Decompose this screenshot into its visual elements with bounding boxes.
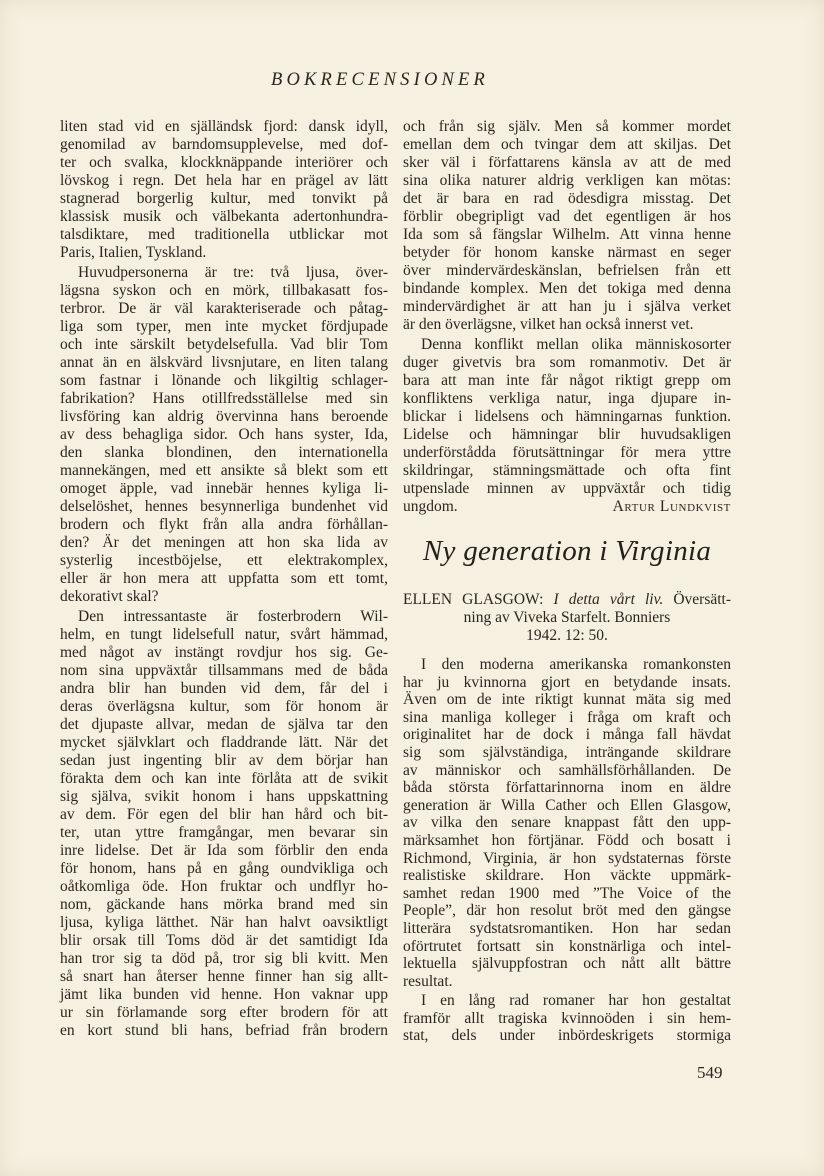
text-line: I en lång rad romaner har hon gestaltat	[421, 992, 731, 1010]
text-line: livsföring kan aldrig övervinna hans beroende	[60, 408, 388, 425]
text-line: över mindervärdeskänslan, befrielsen från ett	[403, 262, 731, 279]
text-line: emellan dem och tvingar dem att skiljas. Det	[403, 136, 731, 153]
text-line: förblir obegripligt vad det egentligen är hos	[403, 208, 731, 225]
text-line: samhet redan 1900 med ”The Voice of the	[403, 884, 731, 902]
byline-book-title: I detta vårt liv.	[553, 591, 664, 608]
text-line: lektuella självuppfostran och nått allt bättre	[403, 955, 731, 973]
text-line: av människor och samhällsförhållanden. De	[403, 761, 731, 779]
paragraph	[60, 608, 388, 1040]
text-line: och från sig själv. Men så kommer mordet	[403, 118, 731, 135]
text-line: det är bara en rad ödesdigra misstag. Det	[403, 190, 731, 207]
byline-line-1	[403, 591, 731, 609]
text-line: av dess behagliga sidor. Och hans syster, Ida,	[60, 426, 388, 443]
text-line: betyder för honom kanske närmast en seger	[403, 244, 731, 261]
text-line: stat, dels under inbördeskrigets stormiga	[403, 1027, 731, 1045]
text-line: är den överlägsne, vilket han också innerst vet.	[403, 316, 694, 333]
text-line: dekorativt skal?	[60, 588, 159, 605]
text-line: genomilad av barndomsupplevelse, med dof-	[60, 136, 388, 153]
text-line: Denna konflikt mellan olika människosorter	[421, 336, 731, 353]
text-line: av dem. För egen del blir han hård och bit-	[60, 806, 388, 823]
text-line: Lidelse och hämningar blir huvudsakligen	[403, 426, 731, 443]
book-byline	[403, 591, 731, 645]
text-line: People”, där hon resolut bröt med den gängse	[403, 902, 731, 920]
text-line: den slanka blondinen, den internationella	[60, 444, 388, 461]
text-line: sina manliga kolleger i fråga om kraft och	[403, 708, 731, 726]
text-line: Den intressantaste är fosterbrodern Wil-	[78, 608, 388, 625]
text-line: helm, en tungt lidelsefull natur, svårt hämmad,	[60, 626, 388, 643]
second-review-body	[403, 656, 731, 1047]
text-line: sker väl i författarens känsla av att de med	[403, 154, 731, 171]
text-line: realistiske skildrare. Hon väckte uppmärk-	[403, 867, 731, 885]
text-line: bara att man inte får något riktigt grepp om	[403, 372, 731, 389]
text-line: av vilka den senare knappast fått den upp-	[403, 814, 731, 832]
paragraph	[403, 656, 731, 990]
text-line: talsdiktare, med traditionella utblickar mot	[60, 226, 388, 243]
text-line: Ida som så fängslar Wilhelm. Att vinna henne	[403, 226, 731, 243]
paragraph	[403, 336, 731, 516]
text-line: I den moderna amerikanska romankonsten	[421, 656, 731, 673]
byline-line-2: ning av Viveka Starfelt. Bonniers	[463, 609, 671, 626]
review-heading: Ny generation i Virginia	[422, 535, 712, 567]
text-line: blir orsak till Toms död är det samtidigt Ida	[60, 932, 388, 949]
text-line: litterära sydstatsromantiken. Hon har sedan	[403, 919, 731, 937]
text-line: som fastnar i lönande och likgiltig schlager-	[60, 372, 388, 389]
text-line: omoget äpple, vad innebär hennes kyliga li-	[60, 480, 388, 497]
text-line: inre lidelse. Det är Ida som förblir den enda	[60, 842, 388, 859]
text-line: Även om de inte riktigt kunnat mäta sig med	[403, 691, 731, 709]
text-line: ur sin förlamande sorg efter brodern för att	[60, 1004, 388, 1021]
text-line: båda största författarinnorna inom en äldre	[403, 779, 731, 797]
right-column	[403, 118, 731, 518]
text-line: eller är hon mera att uppfatta som ett tomt,	[60, 570, 388, 587]
text-line: Richmond, Virginia, är hon sydstaternas förste	[403, 849, 731, 867]
paragraph	[60, 118, 388, 262]
text-line: mannekängen, med ett ansikte så blekt som ett	[60, 462, 388, 479]
text-line: oförtrutet fortsatt sin konstnärliga och intel-	[403, 937, 731, 955]
text-line: nom sina uppväxtår tillsammans med de båda	[60, 662, 388, 679]
text-line: andra blir han bunden vid dem, får del i	[60, 680, 388, 697]
text-line: resultat.	[403, 972, 453, 990]
text-line: framför allt tragiska kvinnoöden i sin hem-	[403, 1009, 731, 1027]
text-line: Huvudpersonerna är tre: två ljusa, över-	[78, 264, 388, 281]
text-line: klassisk musik och välbekanta adertonhundra-	[60, 208, 388, 225]
text-line: delselöshet, hennes besynnerliga bundenhet vid	[60, 498, 388, 515]
left-column	[60, 118, 388, 1042]
byline-author: ELLEN GLASGOW:	[403, 591, 544, 608]
text-line: annat än en älskvärd livsnjutare, en liten talang	[60, 354, 388, 371]
text-line: underförstådda förutsättningar för mera yttre	[403, 444, 731, 461]
byline-translation: Översätt-	[673, 591, 732, 608]
page-number: 549	[697, 1063, 723, 1082]
paragraph	[403, 992, 731, 1045]
text-line: har ju kvinnorna gjort en betydande insats.	[403, 673, 731, 691]
text-line: fabrikation? Hans otillfredsställelse med sin	[60, 390, 388, 407]
paragraph	[403, 118, 731, 334]
text-line: systerlig incestböjelse, ett elektrakomplex,	[60, 552, 388, 569]
signature-line	[403, 498, 731, 516]
text-line: skildringar, stämningsmättade och ofta fint	[403, 462, 731, 479]
text-line: förakta dem och kan inte förlåta att de svikit	[60, 770, 388, 787]
text-line: så snart han återser henne finner han sig allt-	[60, 968, 388, 985]
text-line: och inte särskilt betydelsefulla. Vad blir Tom	[60, 336, 388, 353]
byline-line-3: 1942. 12: 50.	[526, 627, 608, 644]
text-line: sedan just ingenting blir av dem börjar han	[60, 752, 388, 769]
text-line: blickar i lidelsens och hämningarnas funktion.	[403, 408, 731, 425]
text-line: lövskog i regn. Det hela har en prägel av lätt	[60, 172, 388, 189]
text-line: märksamhet hon förtjänar. Född och bosatt i	[403, 831, 731, 849]
text-line: han tror sig ta död på, tror sig bli kvitt. Men	[60, 950, 388, 967]
text-line: ter, utan yttre framgångar, men bevarar sin	[60, 824, 388, 841]
reviewer-signature: Artur Lundkvist	[612, 498, 731, 515]
text-line: stagnerad borgerlig kultur, med tonvikt på	[60, 190, 388, 207]
text-line: originalitet har de dock i många fall hävdat	[403, 726, 731, 744]
text-line: Paris, Italien, Tyskland.	[60, 244, 207, 261]
paragraph	[60, 264, 388, 606]
text-line: lägsna syskon och en mörk, tillbakasatt fos-	[60, 282, 388, 299]
text-line: generation är Willa Cather och Ellen Glasgow,	[403, 796, 731, 814]
text-line: deras överlägsna kultur, som för honom är	[60, 698, 388, 715]
text-line: ungdom.	[403, 498, 458, 515]
text-line: bindande komplex. Men det tokiga med denna	[403, 280, 731, 297]
text-line: ljusa, kyliga lätthet. När han halvt oavsiktligt	[60, 914, 388, 931]
text-line: sina olika naturer aldrig verkligen kan mötas:	[403, 172, 731, 189]
text-line: terbror. De är väl karakteriserade och påtag-	[60, 300, 388, 317]
text-line: ter och svalka, klockknäppande interiörer och	[60, 154, 388, 171]
text-line: konfliktens verkliga natur, inga djupare in-	[403, 390, 731, 407]
text-line: mindervärdighet är att han ju i själva verket	[403, 298, 731, 315]
text-line: nom, gäckande hans mörka brand med sin	[60, 896, 388, 913]
text-line: oåtkomliga öde. Hon fruktar och undflyr ho-	[60, 878, 388, 895]
text-line: liten stad vid en själländsk fjord: dansk idyll,	[60, 118, 388, 135]
text-line: en kort stund bli hans, befriad från brodern	[60, 1022, 388, 1039]
text-line: det djupaste allvar, medan de själva tar den	[60, 716, 388, 733]
text-line: sig som självständiga, inträngande skildrare	[403, 743, 731, 761]
text-line: den? Är det meningen att hon ska lida av	[60, 534, 388, 551]
text-line: utpenslade minnen av uppväxtår och tidig	[403, 480, 731, 497]
text-line: med något av instängt rovdjur hos sig. Ge-	[60, 644, 388, 661]
running-header: BOKRECENSIONER	[270, 70, 490, 90]
text-line: mycket självklart och fladdrande lätt. När det	[60, 734, 388, 751]
text-line: liga som typer, men inte mycket fördjupade	[60, 318, 388, 335]
text-line: sig själva, svikit honom i hans uppskattning	[60, 788, 388, 805]
text-line: jämt lika bunden vid henne. Hon vaknar upp	[60, 986, 388, 1003]
text-line: brodern och flykt från alla andra förhållan-	[60, 516, 388, 533]
text-line: för honom, hans på en gång oundvikliga och	[60, 860, 388, 877]
text-line: duger givetvis bra som romanmotiv. Det är	[403, 354, 731, 371]
